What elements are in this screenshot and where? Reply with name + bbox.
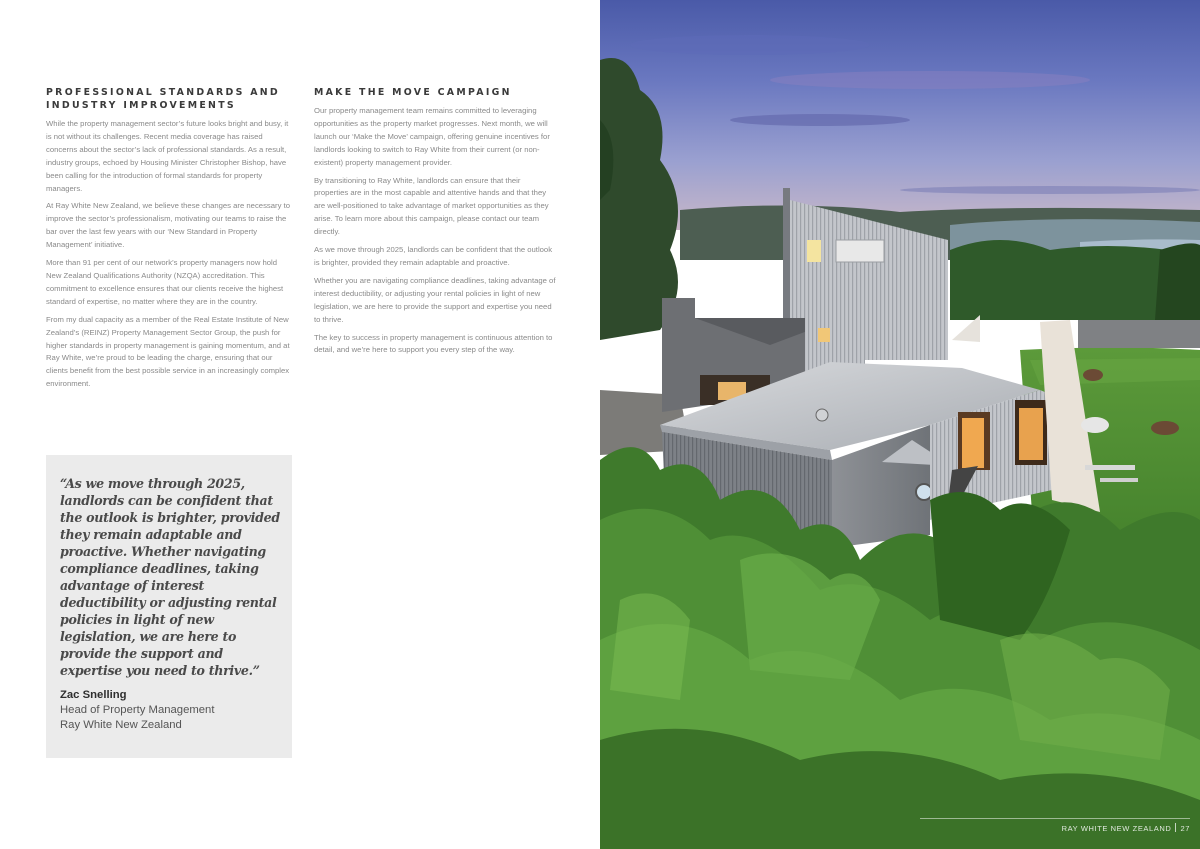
page-footer	[1006, 823, 1190, 835]
house-photo	[600, 0, 1200, 849]
paragraph: Our property management team remains committed to leveraging opportunities as the property market progresses. Next month, we will launch our ‘Make the Move’ campaign, offering genuine incentives for landlords looking to switch to Ray White from their current (or non-existent) property management provider.	[314, 106, 550, 167]
paragraph: The key to success in property management is continuous attention to detail, and we’re here to support you every step of the way.	[314, 332, 553, 355]
quote-text: “As we move through 2025, landlords can be confident that the outlook is brighter, provided they remain adaptable and proactive. Whether navigating compliance deadlines, taking advantage of interest deductibility or adjusting rental policies in light of new legislation, we are here to provide the support and expertise you need to thrive.”	[60, 476, 280, 678]
pull-quote	[46, 455, 292, 758]
author-role: Head of Property Management	[60, 704, 215, 716]
page-number: 27	[1180, 824, 1190, 833]
footer-separator	[1175, 823, 1176, 832]
paragraph: While the property management sector’s future looks bright and busy, it is not without its challenges. Recent media coverage has raised concerns about the sector’s lack of professional standards. As a result, industry groups, echoed by Housing Minister Christopher Bishop, have been calling for the introduction of formal standards for property managers.	[46, 119, 289, 193]
paragraph: From my dual capacity as a member of the Real Estate Institute of New Zealand’s (REINZ) Property Management Sector Group, the push for higher standards in property management is gaining momentum, and at Ray White, we’re proud to be leading the charge, ensuring that our clients benefit from the best possible service in an increasingly complex environment.	[46, 314, 290, 389]
quote-attribution	[60, 688, 282, 733]
author-name: Zac Snelling	[60, 689, 127, 701]
column-right	[314, 86, 556, 362]
section-heading-standards: PROFESSIONAL STANDARDS AND INDUSTRY IMPROVEMENTS	[46, 87, 281, 111]
paragraph: At Ray White New Zealand, we believe these changes are necessary to improve the sector’s professionalism, motivating our teams to raise the bar over the last few years with our ‘New Standard in Property Management’ initiative.	[46, 201, 290, 250]
paragraph: By transitioning to Ray White, landlords can ensure that their properties are in the most capable and attentive hands and that they are well-positioned to take advantage of market opportunities as they arise. To learn more about this campaign, please contact our team directly.	[314, 175, 549, 237]
paragraph: As we move through 2025, landlords can be confident that the outlook is brighter, provided they remain adaptable and proactive.	[314, 245, 553, 267]
paragraph: Whether you are navigating compliance deadlines, taking advantage of interest deductibility, or adjusting your rental policies in light of new legislation, we are here to provide the support and expertise you need to thrive.	[314, 275, 556, 324]
footer-brand: RAY WHITE NEW ZEALAND	[1061, 824, 1172, 833]
column-left	[46, 86, 292, 396]
paragraph: More than 91 per cent of our network’s property managers now hold New Zealand Qualifications Authority (NZQA) accreditation. This commitment to excellence ensures that our clients receive the highest standard of expertise, no matter where they are in the country.	[46, 258, 284, 306]
author-company: Ray White New Zealand	[60, 719, 182, 731]
footer-rule	[920, 818, 1190, 819]
section-heading-campaign: MAKE THE MOVE CAMPAIGN	[314, 87, 512, 98]
